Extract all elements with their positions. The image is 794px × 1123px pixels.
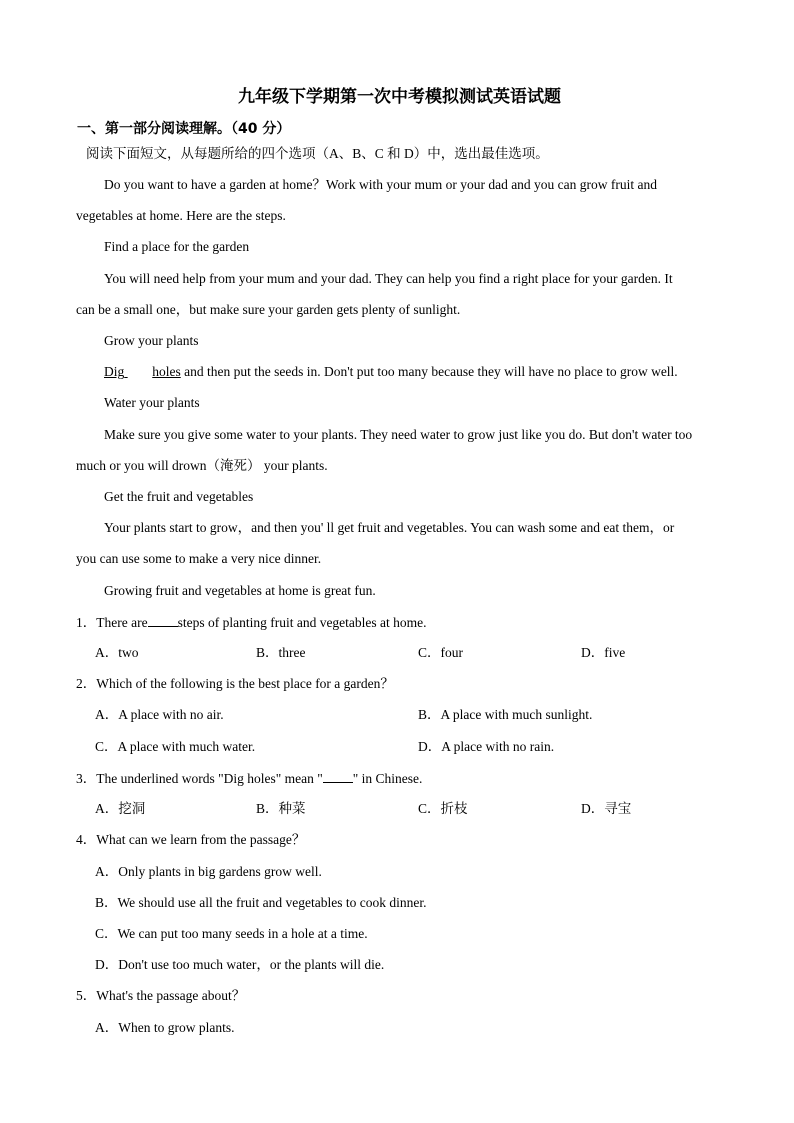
option-b[interactable]: B．We should use all the fruit and vegetables to cook dinner. xyxy=(95,895,427,910)
passage-text: and then put the seeds in. Don't put too many because they will have no place to grow well. xyxy=(180,364,678,379)
question-stem: The underlined words "Dig holes" mean " xyxy=(96,771,323,786)
option-c[interactable]: C．A place with much water. xyxy=(95,739,256,754)
passage-line: Growing fruit and vegetables at home is great fun. xyxy=(104,583,376,598)
option-a[interactable]: A．two xyxy=(95,645,139,660)
passage-line: Do you want to have a garden at home？Work with your mum or your dad and you can grow fruit and xyxy=(104,177,658,192)
answer-blank[interactable] xyxy=(148,613,178,627)
step-heading: Get the fruit and vegetables xyxy=(104,489,254,504)
underlined-gap xyxy=(124,363,152,381)
option-a[interactable]: A．When to grow plants. xyxy=(95,1020,235,1035)
step-heading: Water your plants xyxy=(104,395,200,410)
question-4 xyxy=(76,831,305,849)
passage-line: can be a small one，but make sure your garden gets plenty of sunlight. xyxy=(76,302,461,317)
question-3 xyxy=(76,769,422,788)
question-number: 5． xyxy=(76,988,97,1003)
option-a[interactable]: A．A place with no air. xyxy=(95,707,224,722)
page-title: 九年级下学期第一次中考模拟测试英语试题 xyxy=(238,87,561,107)
question-stem: There are xyxy=(96,615,148,630)
passage-line xyxy=(104,363,678,381)
passage-line: much or you will drown（淹死） your plants. xyxy=(76,458,328,473)
option-d[interactable]: D．Don't use too much water，or the plants will die. xyxy=(95,957,385,972)
question-stem: What can we learn from the passage？ xyxy=(96,832,306,847)
option-a[interactable]: A．Only plants in big gardens grow well. xyxy=(95,864,322,879)
option-a[interactable]: A．挖洞 xyxy=(95,801,146,816)
step-heading: Grow your plants xyxy=(104,333,199,348)
question-stem: " in Chinese. xyxy=(352,771,423,786)
underlined-word-dig: Dig xyxy=(104,364,125,379)
option-c[interactable]: C．four xyxy=(418,645,463,660)
instruction-text: 阅读下面短文，从每题所给的四个选项（A、B、C 和 D）中，选出最佳选项。 xyxy=(86,146,549,161)
question-number: 2． xyxy=(76,676,97,691)
option-b[interactable]: B．种菜 xyxy=(256,801,306,816)
passage-line: you can use some to make a very nice dinner. xyxy=(76,551,322,566)
underlined-word-holes: holes xyxy=(152,364,181,379)
passage-line: Your plants start to grow，and then you' ll get fruit and vegetables. You can wash some and eat them，or xyxy=(104,520,675,535)
option-d[interactable]: D．A place with no rain. xyxy=(418,739,555,754)
question-2 xyxy=(76,675,394,693)
question-5 xyxy=(76,987,245,1005)
answer-blank[interactable] xyxy=(323,769,353,783)
question-number: 1． xyxy=(76,615,97,630)
option-c[interactable]: C．折枝 xyxy=(418,801,468,816)
passage-line: vegetables at home. Here are the steps. xyxy=(76,208,286,223)
option-b[interactable]: B．three xyxy=(256,645,306,660)
question-stem: What's the passage about？ xyxy=(96,988,246,1003)
option-d[interactable]: D．寻宝 xyxy=(581,801,632,816)
option-d[interactable]: D．five xyxy=(581,645,626,660)
section-heading: 一、第一部分阅读理解。（40 分） xyxy=(77,121,291,137)
passage-line: Make sure you give some water to your plants. They need water to grow just like you do. But don't water too xyxy=(104,427,693,442)
question-stem: steps of planting fruit and vegetables at home. xyxy=(177,615,427,630)
question-1 xyxy=(76,613,427,632)
option-b[interactable]: B．A place with much sunlight. xyxy=(418,707,593,722)
passage-line: You will need help from your mum and your dad. They can help you find a right place for your garden. It xyxy=(104,271,673,286)
step-heading: Find a place for the garden xyxy=(104,239,250,254)
question-number: 3． xyxy=(76,771,97,786)
question-number: 4． xyxy=(76,832,97,847)
option-c[interactable]: C．We can put too many seeds in a hole at a time. xyxy=(95,926,368,941)
question-stem: Which of the following is the best place for a garden？ xyxy=(96,676,394,691)
